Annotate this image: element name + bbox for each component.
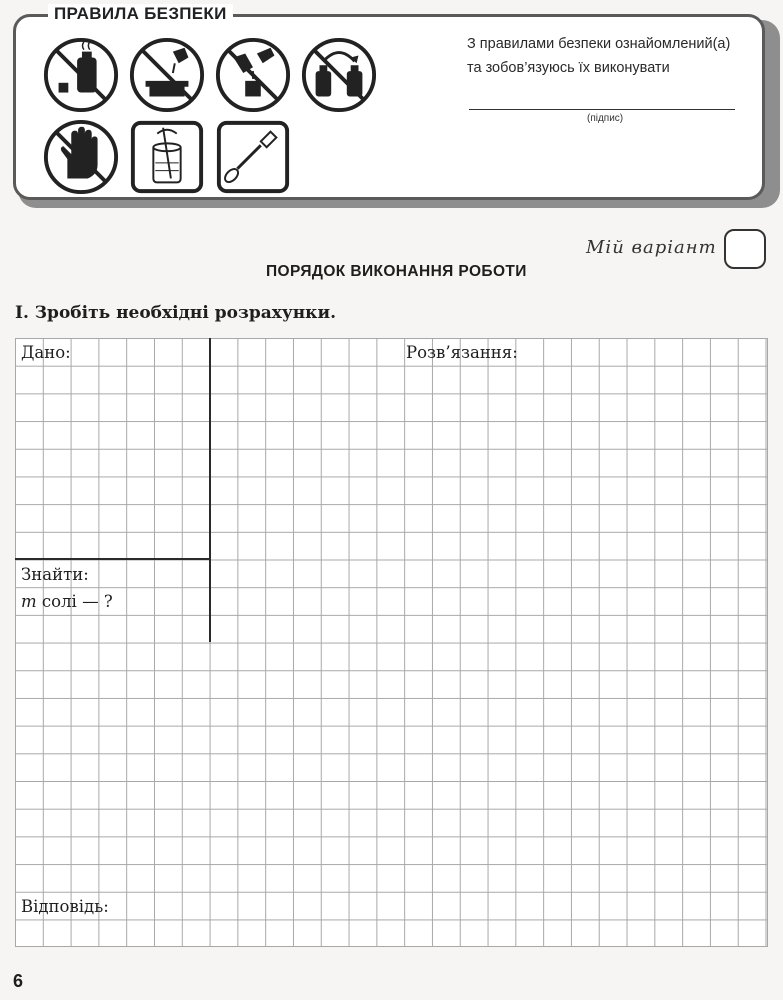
agreement-line-2: та зобов’язуюсь їх виконувати xyxy=(467,60,670,76)
find-variable: m xyxy=(21,592,37,611)
find-label: Знайти: xyxy=(21,565,89,584)
agreement-line-1: З правилами безпеки ознайомлений(а) xyxy=(467,36,731,52)
solution-label: Розв’язання: xyxy=(406,343,518,362)
variant-label: Мій варіант xyxy=(586,237,717,258)
signature-caption: (підпис) xyxy=(587,113,624,124)
grid-worksheet[interactable] xyxy=(15,338,768,947)
spatula-icon xyxy=(214,118,292,196)
find-quantity-text: солі — ? xyxy=(36,592,113,611)
safety-rules-title: ПРАВИЛА БЕЗПЕКИ xyxy=(48,4,233,24)
no-touching-hands-icon xyxy=(42,118,120,196)
given-divider-vertical xyxy=(209,338,211,642)
variant-input-box[interactable] xyxy=(724,229,766,269)
task-number: I. xyxy=(15,303,29,323)
stirring-rod-icon xyxy=(128,118,206,196)
no-pouring-back-icon xyxy=(214,36,292,114)
work-order-heading: ПОРЯДОК ВИКОНАННЯ РОБОТИ xyxy=(266,263,527,280)
page-number: 6 xyxy=(13,971,24,991)
task-heading xyxy=(15,303,336,323)
agreement-text xyxy=(467,32,730,80)
given-divider-horizontal xyxy=(15,558,211,560)
no-pouring-in-sink-icon xyxy=(128,36,206,114)
given-label: Дано: xyxy=(21,343,71,362)
answer-label: Відповідь: xyxy=(21,897,109,916)
no-sniffing-icon xyxy=(42,36,120,114)
task-text: Зробіть необхідні розрахунки. xyxy=(34,303,336,323)
no-returning-reagent-icon xyxy=(300,36,378,114)
find-quantity xyxy=(21,592,113,611)
signature-line[interactable] xyxy=(469,109,735,110)
